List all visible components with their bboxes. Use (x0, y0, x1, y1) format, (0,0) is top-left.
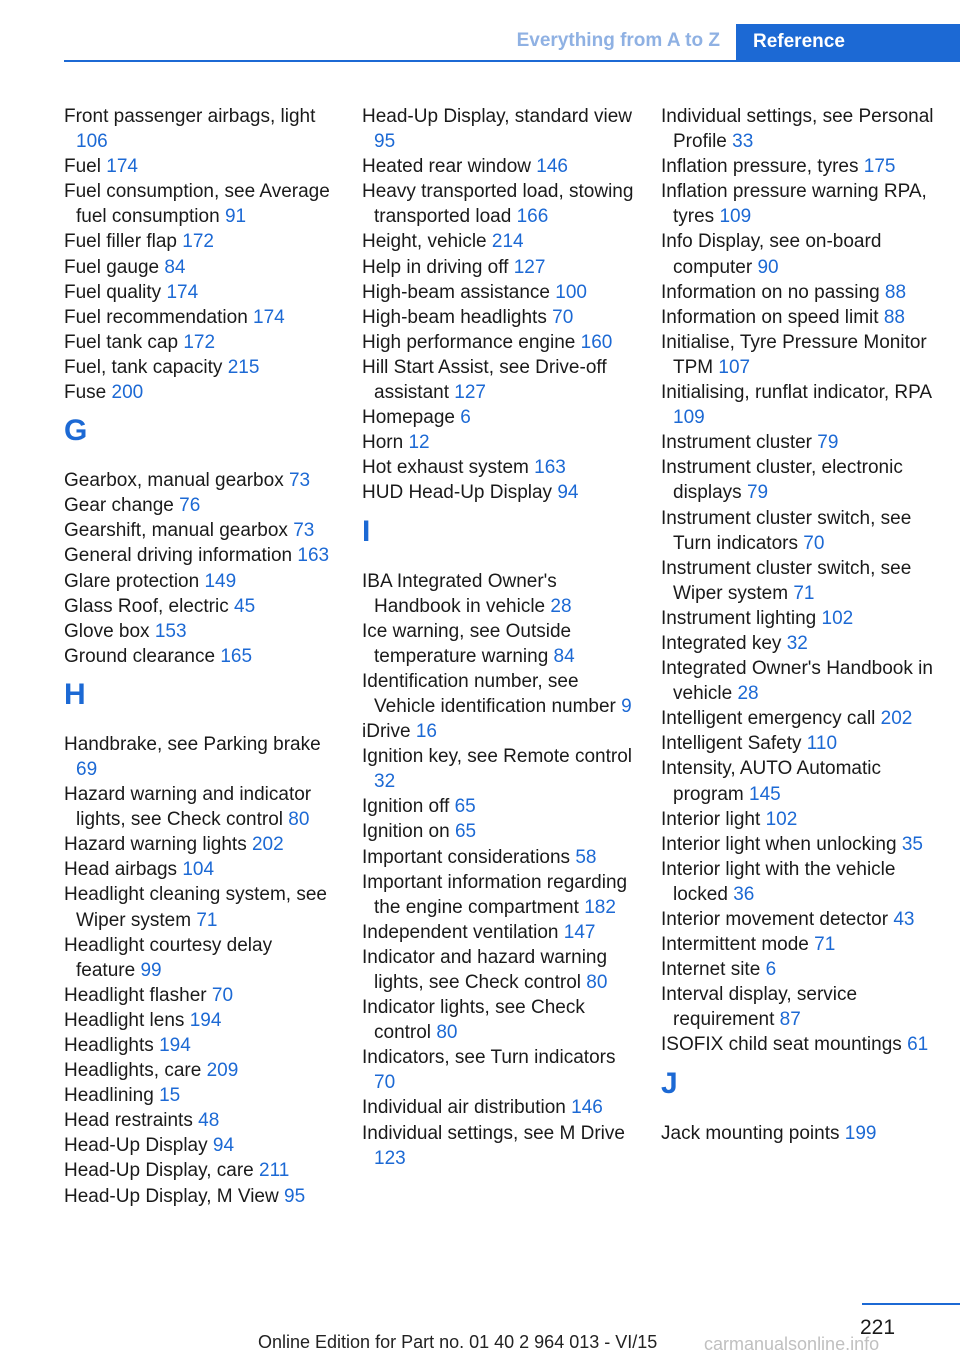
index-entry-term: Instrument cluster switch, see Wiper system (661, 557, 912, 604)
index-entry (64, 782, 334, 832)
index-entry-term: Fuse (64, 382, 107, 404)
index-entry (362, 794, 634, 819)
index-page-link[interactable]: 147 (563, 921, 596, 943)
index-entry-term: Hill Start Assist, see Drive-off assistant (362, 356, 607, 404)
index-entry-term: Fuel gauge (64, 256, 160, 278)
index-entry (362, 945, 634, 995)
index-entry (362, 104, 634, 154)
index-entry (362, 330, 634, 355)
page-number: 221 (860, 1316, 896, 1339)
edition-note: Online Edition for Part no. 01 40 2 964 013 - VI/15 (258, 1332, 658, 1352)
index-entry-term: Headlight cleaning system, see Wiper system (64, 884, 327, 931)
index-page-link[interactable]: 95 (284, 1185, 306, 1207)
index-entry (64, 179, 334, 229)
index-entry-term: Fuel filler flap (64, 231, 177, 253)
index-entry-term: Instrument cluster, electronic displays (661, 457, 903, 504)
index-entry-term: General driving information (64, 545, 293, 567)
index-page-link[interactable]: 15 (159, 1085, 181, 1107)
header-rule (64, 60, 960, 62)
index-entry-term: Ignition key, see Remote control (362, 746, 633, 768)
index-entry (661, 756, 941, 806)
index-entry-term: Interior light with the vehicle locked (661, 858, 896, 905)
index-entry-term: Instrument cluster switch, see Turn indicators (661, 507, 912, 554)
index-entry (661, 1032, 941, 1057)
index-entry (661, 305, 941, 330)
index-entry (362, 619, 634, 669)
index-entry (64, 330, 334, 355)
index-page-link[interactable]: 174 (253, 306, 285, 328)
index-entry-term: Ignition off (362, 796, 450, 818)
index-entry (362, 845, 634, 870)
index-page-link[interactable]: 71 (196, 909, 218, 931)
index-entry-term: Hazard warning lights (64, 834, 247, 856)
index-entry-term: Initialising, runflat indicator, RPA (661, 382, 932, 404)
index-page-link[interactable]: 48 (198, 1110, 220, 1132)
index-entry-term: Inflation pressure warning RPA, tyres (661, 181, 927, 228)
index-page-link[interactable]: 99 (140, 959, 162, 981)
index-entry (362, 669, 634, 719)
index-page-link[interactable]: 70 (552, 306, 574, 328)
index-page-link[interactable]: 88 (884, 281, 907, 303)
index-page-link[interactable]: 70 (374, 1072, 396, 1094)
index-entry-term: Interval display, service requirement (661, 984, 858, 1031)
index-entry (64, 1133, 334, 1158)
index-entry (362, 1121, 634, 1171)
index-entry-term: Glass Roof, electric (64, 595, 229, 617)
index-entry (64, 154, 334, 179)
index-page-link[interactable]: 91 (224, 206, 247, 228)
index-page-link[interactable]: 43 (893, 909, 915, 930)
index-entry (362, 819, 634, 844)
index-entry (362, 255, 634, 280)
index-page-link[interactable]: 146 (571, 1097, 603, 1119)
index-page-link[interactable]: 6 (765, 959, 777, 981)
index-entry (362, 1045, 634, 1095)
index-entry-term: Intermittent mode (661, 934, 809, 956)
index-entry (661, 606, 941, 631)
index-entry-term: Inflation pressure, tyres (661, 156, 859, 178)
index-entry (64, 933, 334, 983)
index-page-link[interactable]: 28 (550, 595, 572, 617)
index-entry-term: Integrated key (661, 632, 782, 654)
index-entry-term: Height, vehicle (362, 231, 487, 253)
index-entry (661, 179, 941, 229)
index-entry-term: Jack mounting points (661, 1122, 840, 1144)
index-page-link[interactable]: 202 (251, 834, 284, 856)
index-entry (362, 430, 634, 455)
index-entry-term: Front passenger airbags, light (64, 106, 316, 127)
index-entry-term: Head airbags (64, 859, 178, 881)
index-entry-term: Fuel consumption, see Average fuel consumption (64, 181, 330, 228)
index-entry-term: High performance engine (362, 331, 576, 353)
index-entry-term: IBA Integrated Owner's Handbook in vehicle (362, 570, 557, 617)
index-page-link[interactable]: 182 (584, 896, 616, 918)
index-page-link[interactable]: 12 (408, 432, 430, 454)
index-entry (661, 556, 941, 606)
index-entry (661, 832, 941, 857)
footer-rule (862, 1303, 960, 1305)
index-page-link[interactable]: 35 (901, 833, 923, 855)
index-page-link[interactable]: 211 (259, 1160, 290, 1182)
index-entry-term: Gearbox, manual gearbox (64, 470, 284, 492)
index-entry (661, 706, 941, 731)
index-entry-term: HUD Head-Up Display (362, 482, 553, 504)
index-entry-term: Headlights, care (64, 1060, 202, 1082)
index-entry-term: Headlight flasher (64, 984, 207, 1006)
index-page-link[interactable]: 65 (454, 821, 477, 843)
index-entry (362, 280, 634, 305)
index-entry (661, 957, 941, 982)
index-page-link[interactable]: 145 (749, 783, 781, 805)
index-entry-term: Head-Up Display, care (64, 1160, 254, 1182)
index-page-link[interactable]: 80 (586, 972, 608, 993)
index-entry-term: Individual settings, see M Drive (362, 1122, 625, 1144)
index-entry (64, 280, 334, 305)
index-page-link[interactable]: 175 (863, 156, 896, 178)
index-entry (661, 1121, 941, 1146)
index-page-link[interactable]: 84 (164, 256, 186, 278)
index-entry-term: Instrument cluster (661, 432, 812, 454)
index-page-link[interactable]: 160 (580, 331, 613, 353)
index-page-link[interactable]: 215 (227, 356, 260, 378)
index-entry-term: Headlight courtesy delay feature (64, 934, 273, 981)
index-page-link[interactable]: 94 (557, 482, 579, 504)
index-entry-term: Ignition on (362, 821, 450, 843)
section-title: Everything from A to Z (516, 30, 720, 51)
index-page-link[interactable]: 153 (154, 620, 187, 642)
index-entry (661, 631, 941, 656)
index-entry-term: Interior movement detector (661, 909, 889, 930)
index-page-link[interactable]: 94 (212, 1135, 235, 1157)
index-page-link[interactable]: 127 (454, 382, 486, 404)
index-entry (362, 355, 634, 405)
index-page-link[interactable]: 69 (76, 758, 98, 780)
index-page-link[interactable]: 84 (553, 645, 575, 667)
index-entry-term: Ground clearance (64, 645, 216, 667)
index-entry-term: Fuel recommendation (64, 306, 248, 328)
index-entry (362, 870, 634, 920)
index-page-link[interactable]: 123 (374, 1147, 406, 1169)
index-entry (661, 380, 941, 430)
index-entry-term: Horn (362, 432, 404, 454)
index-entry-term: Fuel quality (64, 281, 162, 303)
index-entry (362, 405, 634, 430)
index-column-1 (64, 104, 334, 1209)
index-entry (64, 1108, 334, 1133)
index-entry (661, 932, 941, 957)
index-entry-term: Fuel tank cap (64, 331, 179, 353)
index-entry (661, 907, 941, 932)
index-page-link[interactable]: 6 (460, 407, 471, 429)
index-entry (64, 518, 334, 543)
watermark: carmanualsonline.info (704, 1334, 880, 1354)
index-entry-term: High-beam assistance (362, 281, 550, 303)
index-page-link[interactable]: 100 (555, 281, 587, 303)
index-page-link[interactable]: 194 (159, 1035, 191, 1056)
index-entry-term: ISOFIX child seat mountings (661, 1034, 902, 1056)
index-page-link[interactable]: 95 (374, 131, 396, 153)
index-page-link[interactable]: 70 (803, 532, 825, 554)
index-page-link[interactable]: 165 (220, 645, 253, 667)
index-entry-term: Internet site (661, 959, 761, 981)
index-entry (362, 1095, 634, 1120)
index-entry-term: Homepage (362, 407, 455, 429)
index-entry-term: High-beam headlights (362, 306, 547, 328)
index-entry-term: Intensity, AUTO Automatic program (661, 758, 882, 805)
index-entry-term: Handbrake, see Parking brake (64, 733, 321, 755)
index-page-link[interactable]: 163 (297, 545, 330, 567)
index-entry (661, 154, 941, 179)
index-page-link[interactable]: 71 (814, 934, 836, 956)
index-entry (661, 982, 941, 1032)
index-entry (362, 154, 634, 179)
index-entry-term: Information on no passing (661, 281, 880, 303)
index-entry (362, 744, 634, 794)
index-page-link[interactable]: 9 (621, 695, 632, 717)
index-page-link[interactable]: 32 (786, 632, 808, 654)
index-page-link[interactable]: 104 (182, 859, 215, 881)
index-entry-term: Initialise, Tyre Pressure Monitor TPM (661, 331, 927, 378)
index-entry (64, 732, 334, 782)
index-entry-term: Interior light (661, 808, 761, 830)
index-entry (64, 594, 334, 619)
index-entry (64, 468, 334, 493)
index-page-link[interactable]: 166 (516, 206, 549, 228)
index-page-link[interactable]: 80 (288, 809, 310, 831)
index-entry-term: Gear change (64, 495, 174, 517)
index-page-link[interactable]: 149 (204, 570, 237, 592)
index-page-link[interactable]: 199 (844, 1122, 877, 1144)
index-page-link[interactable]: 174 (106, 156, 138, 178)
index-page-link[interactable]: 102 (765, 808, 798, 830)
index-page-link[interactable]: 79 (817, 432, 839, 454)
index-entry (64, 857, 334, 882)
index-page-link[interactable]: 214 (491, 231, 524, 253)
index-letter-heading: H (64, 677, 86, 711)
page-header (0, 0, 960, 64)
index-entry-term: Headlining (64, 1085, 154, 1107)
index-letter-heading: J (661, 1066, 678, 1100)
index-entry (661, 430, 941, 455)
index-page-link[interactable]: 127 (513, 256, 546, 278)
index-page-link[interactable]: 80 (436, 1022, 458, 1044)
index-page-link[interactable]: 76 (179, 495, 201, 517)
index-entry-term: Headlights (64, 1035, 154, 1056)
index-entry (362, 455, 634, 480)
index-entry (362, 569, 634, 619)
index-entry-term: Head-Up Display, M View (64, 1185, 279, 1207)
index-entry-term: Head-Up Display, standard view (362, 106, 632, 127)
index-entry (362, 480, 634, 505)
index-entry-term: Indicator lights, see Check control (362, 997, 585, 1044)
index-entry-term: Information on speed limit (661, 306, 879, 328)
index-entry (64, 882, 334, 932)
index-page-link[interactable]: 174 (166, 281, 199, 303)
index-page-link[interactable]: 71 (793, 582, 815, 604)
index-page-link[interactable]: 172 (182, 231, 214, 253)
index-entry-term: Fuel, tank capacity (64, 356, 223, 378)
index-entry (64, 832, 334, 857)
index-entry-term: Indicator and hazard warning lights, see Check control (362, 946, 608, 993)
index-page-link[interactable]: 172 (183, 331, 216, 353)
index-entry-term: Intelligent Safety (661, 733, 802, 755)
index-entry (64, 619, 334, 644)
index-entry (362, 920, 634, 945)
index-entry-term: Individual settings, see Personal Profile (661, 106, 934, 153)
index-entry (661, 455, 941, 505)
index-entry-term: Intelligent emergency call (661, 708, 876, 730)
index-page-link[interactable]: 36 (733, 883, 755, 905)
index-entry-term: Important considerations (362, 846, 571, 868)
index-page-link[interactable]: 88 (883, 306, 905, 328)
index-entry (661, 330, 941, 380)
index-entry (64, 229, 334, 254)
index-entry (362, 305, 634, 330)
index-page-link[interactable]: 70 (211, 984, 234, 1006)
index-entry (64, 644, 334, 669)
index-page-link[interactable]: 107 (718, 356, 751, 378)
index-page-link[interactable]: 106 (76, 131, 108, 153)
index-entry (661, 857, 941, 907)
index-entry (661, 656, 941, 706)
index-entry (362, 179, 634, 229)
index-entry (64, 569, 334, 594)
index-entry-term: Heavy transported load, stowing transported load (362, 181, 634, 228)
index-entry (64, 1083, 334, 1108)
index-page-link[interactable]: 73 (293, 520, 315, 542)
index-entry (661, 731, 941, 756)
index-entry (64, 255, 334, 280)
index-page-link[interactable]: 209 (206, 1060, 239, 1082)
index-entry-term: Fuel (64, 156, 101, 178)
index-entry (362, 719, 634, 744)
index-page-link[interactable]: 202 (880, 708, 913, 730)
index-page-link[interactable]: 90 (757, 256, 779, 278)
index-entry (661, 104, 941, 154)
index-entry (64, 543, 334, 568)
index-page-link[interactable]: 73 (288, 470, 311, 492)
index-entry (64, 1008, 334, 1033)
index-page-link[interactable]: 146 (536, 156, 568, 178)
index-entry (64, 104, 334, 154)
index-entry-term: Gearshift, manual gearbox (64, 520, 288, 542)
index-entry-term: Ice warning, see Outside temperature warning (362, 620, 572, 667)
index-page-link[interactable]: 102 (821, 607, 854, 629)
index-entry (64, 355, 334, 380)
index-entry (661, 807, 941, 832)
reference-tab: Reference (736, 24, 960, 61)
index-entry (661, 229, 941, 279)
index-entry-term: Head-Up Display (64, 1135, 208, 1157)
index-page-link[interactable]: 65 (454, 796, 476, 818)
index-entry (362, 995, 634, 1045)
index-page-link[interactable]: 200 (111, 382, 144, 404)
index-page-link[interactable]: 109 (673, 407, 705, 429)
index-page-link[interactable]: 16 (415, 721, 437, 743)
index-entry-term: Hazard warning and indicator lights, see Check control (64, 784, 312, 831)
index-page-link[interactable]: 87 (779, 1009, 801, 1031)
index-entry (362, 229, 634, 254)
index-page-link[interactable]: 28 (737, 683, 759, 705)
index-page-link[interactable]: 109 (719, 206, 752, 228)
index-page-link[interactable]: 45 (234, 595, 256, 617)
index-entry-term: Identification number, see Vehicle identification number (362, 670, 616, 717)
index-column-3 (661, 104, 941, 1146)
index-entry (661, 280, 941, 305)
index-entry-term: Indicators, see Turn indicators (362, 1047, 616, 1069)
index-entry-term: Interior light when unlocking (661, 833, 897, 855)
index-entry (64, 1033, 334, 1058)
index-page-link[interactable]: 79 (746, 482, 769, 504)
index-page-link[interactable]: 32 (374, 771, 396, 793)
index-entry-term: Integrated Owner's Handbook in vehicle (661, 658, 933, 705)
index-entry (64, 1184, 334, 1209)
index-entry-term: Individual air distribution (362, 1097, 566, 1119)
index-entry-term: Glove box (64, 620, 150, 642)
index-column-2 (362, 104, 634, 1171)
index-entry-term: Independent ventilation (362, 921, 559, 943)
index-entry-term: Head restraints (64, 1110, 193, 1132)
index-letter-heading: G (64, 414, 88, 448)
index-page-link[interactable]: 33 (732, 131, 754, 153)
index-entry (64, 380, 334, 405)
index-entry-term: Glare protection (64, 570, 200, 592)
index-page-link[interactable]: 110 (806, 733, 838, 755)
index-entry-term: Hot exhaust system (362, 457, 529, 479)
index-entry-term: iDrive (362, 721, 411, 743)
index-page-link[interactable]: 61 (907, 1034, 929, 1056)
index-entry-term: Instrument lighting (661, 607, 817, 629)
index-entry (64, 1058, 334, 1083)
index-letter-heading: I (362, 514, 371, 548)
index-entry-term: Headlight lens (64, 1009, 185, 1031)
index-entry (64, 983, 334, 1008)
index-entry-term: Heated rear window (362, 156, 531, 178)
index-entry (64, 493, 334, 518)
index-page-link[interactable]: 163 (534, 457, 566, 479)
index-page-link[interactable]: 194 (189, 1009, 222, 1031)
index-entry (64, 305, 334, 330)
index-entry-term: Help in driving off (362, 256, 509, 278)
index-entry-term: Important information regarding the engine compartment (362, 871, 628, 918)
index-page-link[interactable]: 58 (575, 846, 597, 868)
index-entry (64, 1158, 334, 1183)
index-entry (661, 506, 941, 556)
index-entry-term: Info Display, see on-board computer (661, 231, 882, 278)
